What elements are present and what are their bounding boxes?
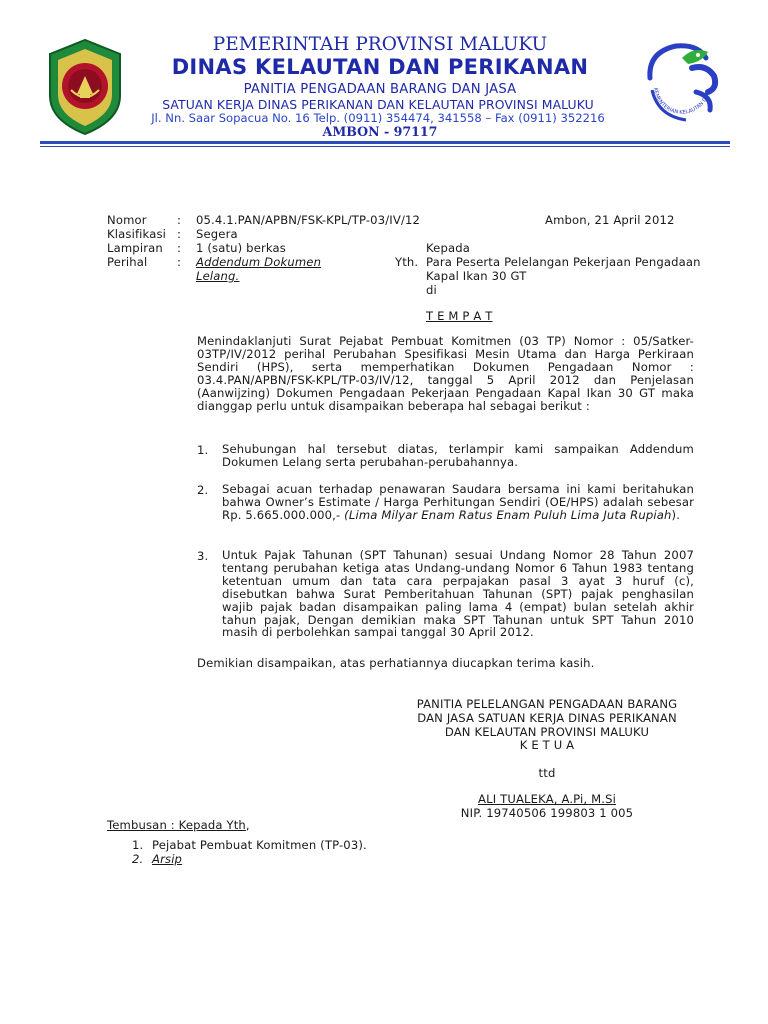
point-3-text: Untuk Pajak Tahunan (SPT Tahunan) sesuai Undang Nomor 28 Tahun 2007 tentang perubahan ketiga atas Undang-undang Nomor 6 Tahun 1983 tentang ketentuan umum dan tata cara perpajakan pasal 3 ayat 3 huruf (c), disebutkan bahwa Surat Pemberitahuan Tahunan (SPT) pajak penghasilan wajib pajak badan disampaikan paling lama 4 (empat) bulan setelah akhir tahun pajak, Dengan demikian maka SPT Tahunan untuk SPT Tahun 2010 masih di perbolehkan sampai tanggal 30 April 2012.: [222, 548, 694, 640]
provincial-crest-logo: [44, 38, 126, 136]
letterhead-work-unit: SATUAN KERJA DINAS PERIKANAN DAN KELAUTAN PROVINSI MALUKU: [162, 97, 594, 112]
signatory-nip: NIP. 19740506 199803 1 005: [460, 806, 634, 820]
yth-label: Yth.: [395, 255, 419, 269]
tembusan-heading: [107, 818, 250, 832]
point-2-text-end: ).: [671, 507, 681, 522]
nomor-label: Nomor: [107, 213, 147, 227]
letterhead-address: Jl. Nn. Saar Sopacua No. 16 Telp. (0911) 354474, 341558 – Fax (0911) 352216: [151, 111, 605, 125]
letter-date: Ambon, 21 April 2012: [545, 213, 675, 227]
klasifikasi-colon: :: [177, 227, 182, 241]
point-1-text: Sehubungan hal tersebut diatas, terlampir kami sampaikan Addendum Dokumen Lelang serta perubahan-perubahannya.: [222, 442, 694, 469]
letterhead-committee: PANITIA PENGADAAN BARANG DAN JASA: [243, 82, 517, 97]
perihal-label: Perihal: [107, 255, 148, 269]
recipient-line1: Para Peserta Pelelangan Pekerjaan Pengadaan: [426, 255, 701, 269]
perihal-value-line2: Lelang.: [196, 269, 240, 283]
tembusan-item-1: Pejabat Pembuat Komitmen (TP-03).: [152, 838, 367, 852]
perihal-colon: :: [177, 255, 182, 269]
closing-sentence: Demikian disampaikan, atas perhatiannya diucapkan terima kasih.: [197, 656, 595, 670]
lampiran-label: Lampiran: [107, 241, 163, 255]
tembusan-item-2-number: 2.: [132, 852, 144, 866]
tembusan-heading-text: Tembusan : Kepada Yth: [107, 818, 246, 832]
nomor-value: 05.4.1.PAN/APBN/FSK-KPL/TP-03/IV/12: [196, 213, 421, 227]
point-1-number: 1.: [197, 443, 209, 457]
letterhead-agency: DINAS KELAUTAN DAN PERIKANAN: [171, 55, 589, 79]
signatory-name-text: ALI TUALEKA, A.Pi, M.Si: [478, 792, 616, 806]
klasifikasi-label: Klasifikasi: [107, 227, 167, 241]
recipient-place: T E M P A T: [426, 309, 493, 323]
ministry-emblem-logo: [632, 38, 728, 132]
point-2-text-plain: Sebagai acuan terhadap penawaran Saudara bersama ini kami beritahukan bahwa Owner’s Estimate / Harga Perhitungan Sendiri (OE/HPS) adalah sebesar Rp. 5.665.000.000,-: [222, 482, 694, 522]
point-3-number: 3.: [197, 549, 209, 563]
letterhead-city: AMBON - 97117: [322, 124, 438, 139]
signature-role: K E T U A: [519, 738, 575, 752]
letterhead-rule-thick: [40, 141, 730, 144]
intro-paragraph: Menindaklanjuti Surat Pejabat Pembuat Komitmen (03 TP) Nomor : 05/Satker-03TP/IV/2012 perihal Perubahan Spesifikasi Mesin Utama dan Harga Perkiraan Sendiri (HPS), serta memperhatikan Dokumen Pengadaan Nomor : 03.4.PAN/APBN/FSK-KPL/TP-03/IV/12, tanggal 5 April 2012 dan Penjelasan (Aanwijzing) Dokumen Pengadaan Pekerjaan Pengadaan Kapal Ikan 30 GT maka dianggap perlu untuk disampaikan beberapa hal sebagai berikut :: [197, 334, 694, 413]
kepada-label: Kepada: [426, 241, 470, 255]
point-2-text: [222, 483, 694, 522]
recipient-line2: Kapal Ikan 30 GT: [426, 269, 527, 283]
point-2-text-amount-words: (Lima Milyar Enam Ratus Enam Puluh Lima Juta Rupiah: [344, 507, 672, 522]
tembusan-item-1-number: 1.: [132, 838, 144, 852]
tembusan-heading-end: ,: [245, 818, 250, 832]
perihal-value-line1: Addendum Dokumen: [196, 255, 322, 269]
point-2-number: 2.: [197, 483, 209, 497]
signature-line3: DAN KELAUTAN PROVINSI MALUKU: [444, 725, 650, 739]
signature-ttd: ttd: [538, 766, 556, 780]
nomor-colon: :: [177, 213, 182, 227]
tembusan-item-2: Arsip: [152, 852, 183, 866]
letterhead-government: PEMERINTAH PROVINSI MALUKU: [212, 34, 548, 55]
lampiran-value: 1 (satu) berkas: [196, 241, 286, 255]
signature-line1: PANITIA PELELANGAN PENGADAAN BARANG: [416, 697, 678, 711]
signature-line2: DAN JASA SATUAN KERJA DINAS PERIKANAN: [417, 711, 677, 725]
recipient-di: di: [426, 283, 437, 297]
lampiran-colon: :: [177, 241, 182, 255]
emblem-arc-text: KEMENTERIAN KELAUTAN DA: [651, 87, 711, 116]
signatory-name: [400, 792, 694, 806]
letterhead-rule-thin: [40, 146, 730, 147]
klasifikasi-value: Segera: [196, 227, 238, 241]
